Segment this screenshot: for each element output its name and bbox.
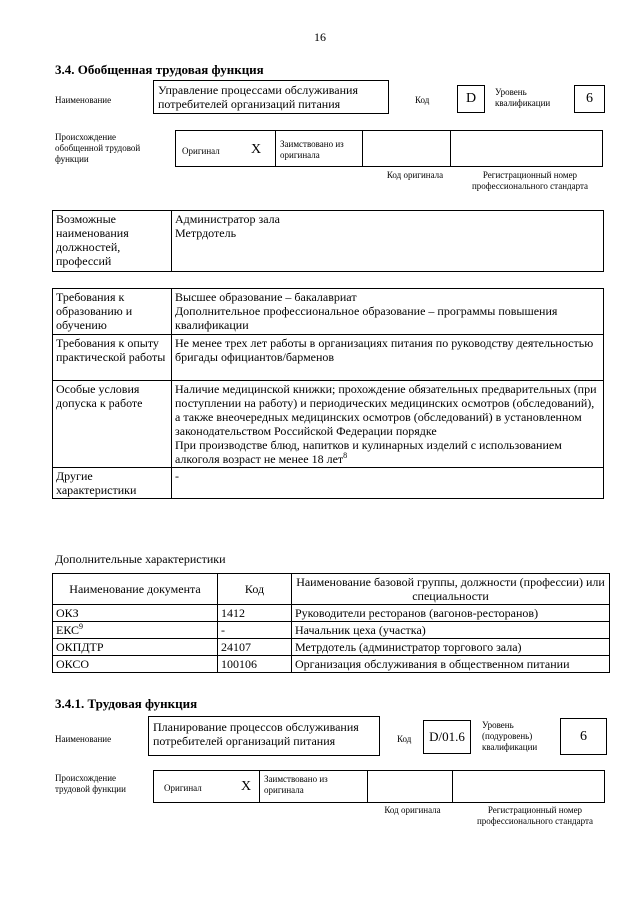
code-original-label: Код оригинала bbox=[384, 805, 441, 815]
function-name-box: Планирование процессов обслуживания потребителей организаций питания bbox=[148, 716, 380, 756]
doc-name: ЕКС bbox=[56, 623, 80, 637]
position-item: Администратор зала bbox=[175, 212, 280, 226]
origin-table bbox=[153, 770, 605, 803]
page-number: 16 bbox=[314, 30, 326, 44]
table-row bbox=[53, 605, 610, 622]
req-label: Требования к образованию и обучению bbox=[53, 289, 172, 335]
divider bbox=[452, 770, 453, 803]
original-mark: X bbox=[251, 142, 262, 157]
requirements-table bbox=[52, 288, 604, 499]
col-header: Наименование базовой группы, должности (профессии) или специальности bbox=[292, 574, 610, 605]
req-label: Другие характеристики bbox=[53, 468, 172, 499]
table-row bbox=[53, 622, 610, 639]
divider bbox=[259, 770, 260, 803]
doc-title: Организация обслуживания в общественном питании bbox=[292, 656, 610, 673]
doc-title: Метрдотель (администратор торгового зала) bbox=[292, 639, 610, 656]
req-label: Особые условия допуска к работе bbox=[53, 381, 172, 468]
original-label: Оригинал bbox=[182, 146, 220, 156]
col-header: Наименование документа bbox=[53, 574, 218, 605]
code-label: Код bbox=[397, 734, 412, 744]
additional-table bbox=[52, 573, 610, 673]
origin-label: Происхождение трудовой функции bbox=[55, 773, 126, 794]
original-label: Оригинал bbox=[164, 783, 202, 793]
original-mark: X bbox=[241, 779, 252, 794]
name-label: Наименование bbox=[55, 734, 112, 744]
level-box: 6 bbox=[560, 718, 607, 755]
additional-title: Дополнительные характеристики bbox=[55, 552, 226, 566]
divider bbox=[275, 130, 276, 167]
level-box: 6 bbox=[574, 85, 605, 113]
reg-number-label: Регистрационный номер профессионального стандарта bbox=[476, 805, 594, 826]
req-value: Не менее трех лет работы в организациях питания по руководству деятельностью бригады официантов/барменов bbox=[172, 335, 604, 381]
table-row bbox=[53, 639, 610, 656]
doc-code: 24107 bbox=[218, 639, 292, 656]
req-label: Требования к опыту практической работы bbox=[53, 335, 172, 381]
code-label: Код bbox=[415, 95, 430, 105]
level-label: Уровень квалификации bbox=[495, 87, 551, 108]
req-value: Наличие медицинской книжки; прохождение обязательных предварительных (при поступлении на работу) и периодических медицинских осмотров (обследований), а также внеочередных медицинских осмотров (обследований) в установленном законодательством Российской Федерации порядке При производстве блюд, напитков и кулинарных изделий с использованием алкоголя возраст не менее 18 лет bbox=[175, 382, 597, 466]
doc-code: 1412 bbox=[218, 605, 292, 622]
doc-name: ОКЗ bbox=[56, 606, 79, 620]
doc-code: 100106 bbox=[218, 656, 292, 673]
code-box: D bbox=[457, 85, 485, 113]
doc-name: ОКСО bbox=[56, 657, 90, 671]
divider bbox=[362, 130, 363, 167]
col-header: Код bbox=[218, 574, 292, 605]
doc-title: Руководители ресторанов (вагонов-ресторанов) bbox=[292, 605, 610, 622]
reg-number-label: Регистрационный номер профессионального стандарта bbox=[471, 170, 589, 191]
positions-table bbox=[52, 210, 604, 272]
borrowed-label: Заимствовано из оригинала bbox=[280, 139, 344, 160]
position-item: Метрдотель bbox=[175, 226, 237, 240]
code-original-label: Код оригинала bbox=[386, 170, 444, 180]
positions-label: Возможные наименования должностей, профессий bbox=[53, 211, 172, 272]
doc-code: - bbox=[218, 622, 292, 639]
doc-title: Начальник цеха (участка) bbox=[292, 622, 610, 639]
subsection-title: 3.4.1. Трудовая функция bbox=[55, 696, 198, 711]
doc-name: ОКПДТР bbox=[56, 640, 104, 654]
table-row bbox=[53, 656, 610, 673]
req-value: - bbox=[172, 468, 604, 499]
function-name-box: Управление процессами обслуживания потребителей организаций питания bbox=[153, 80, 389, 114]
footnote-mark: 9 bbox=[79, 622, 84, 631]
level-label: Уровень (подуровень) квалификации bbox=[482, 720, 538, 752]
origin-table bbox=[175, 130, 603, 167]
req-value: Высшее образование – бакалавриат Дополнительное профессиональное образование – программы повышения квалификации bbox=[172, 289, 604, 335]
footnote-mark: 8 bbox=[343, 451, 348, 460]
divider bbox=[450, 130, 451, 167]
code-box: D/01.6 bbox=[423, 720, 471, 754]
origin-label: Происхождение обобщенной трудовой функции bbox=[55, 132, 141, 164]
borrowed-label: Заимствовано из оригинала bbox=[264, 774, 328, 795]
divider bbox=[367, 770, 368, 803]
section-title: 3.4. Обобщенная трудовая функция bbox=[55, 62, 264, 77]
name-label: Наименование bbox=[55, 95, 112, 105]
